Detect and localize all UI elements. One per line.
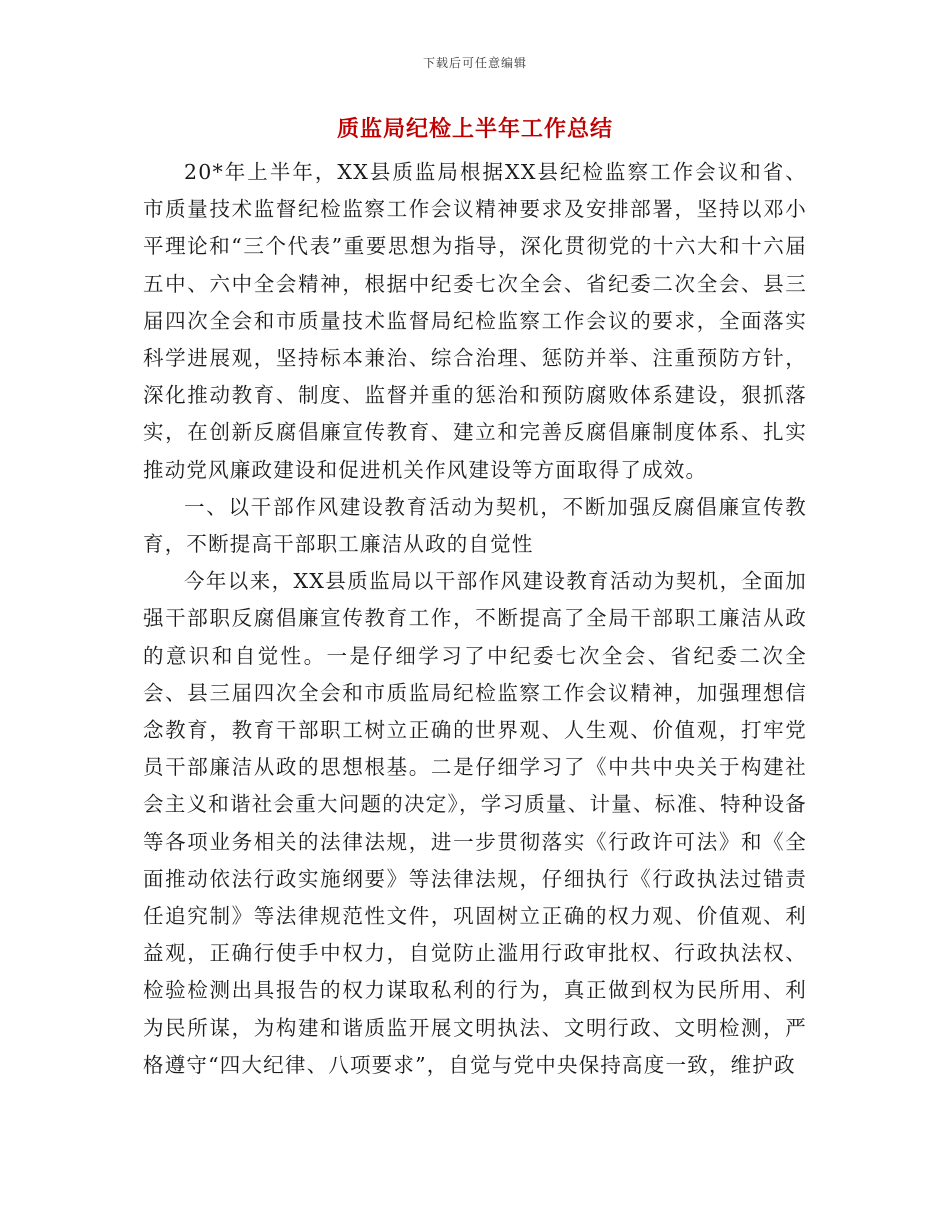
section-heading-1: 一、以干部作风建设教育活动为契机，不断加强反腐倡廉宣传教育，不断提高干部职工廉洁从政的自觉性 <box>143 494 807 557</box>
paragraph-intro: 20*年上半年，XX县质监局根据XX县纪检监察工作会议和省、市质量技术监督纪检监察工作会议精神要求及安排部署，坚持以邓小平理论和“三个代表”重要思想为指导，深化贯彻党的十六大和十六届五中、六中全会精神，根据中纪委七次全会、省纪委二次全会、县三届四次全会和市质量技术监督局纪检监察工作会议的要求，全面落实科学进展观，坚持标本兼治、综合治理、惩防并举、注重预防方针，深化推动教育、制度、监督并重的惩治和预防腐败体系建设，狠抓落实，在创新反腐倡廉宣传教育、建立和完善反腐倡廉制度体系、扎实推动党风廉政建设和促进机关作风建设等方面取得了成效。 <box>143 160 807 482</box>
document-body <box>143 154 807 1084</box>
page-header: 下载后可任意编辑 <box>422 56 527 70</box>
paragraph-section-1: 今年以来，XX县质监局以干部作风建设教育活动为契机，全面加强干部职反腐倡廉宣传教育工作，不断提高了全局干部职工廉洁从政的意识和自觉性。一是仔细学习了中纪委七次全会、省纪委二次全会、县三届四次全会和市质监局纪检监察工作会议精神，加强理想信念教育，教育干部职工树立正确的世界观、人生观、价值观，打牢党员干部廉洁从政的思想根基。二是仔细学习了《中共中央关于构建社会主义和谐社会重大问题的决定》，学习质量、计量、标准、特种设备等各项业务相关的法律法规，进一步贯彻落实《行政许可法》和《全面推动依法行政实施纲要》等法律法规，仔细执行《行政执法过错责任追究制》等法律规范性文件，巩固树立正确的权力观、价值观、利益观，正确行使手中权力，自觉防止滥用行政审批权、行政执法权、检验检测出具报告的权力谋取私利的行为，真正做到权为民所用、利为民所谋，为构建和谐质监开展文明执法、文明行政、文明检测，严格遵守“四大纪律、八项要求”，自觉与党中央保持高度一致，维护政 <box>143 569 807 1077</box>
document-title: 质监局纪检上半年工作总结 <box>336 116 613 142</box>
